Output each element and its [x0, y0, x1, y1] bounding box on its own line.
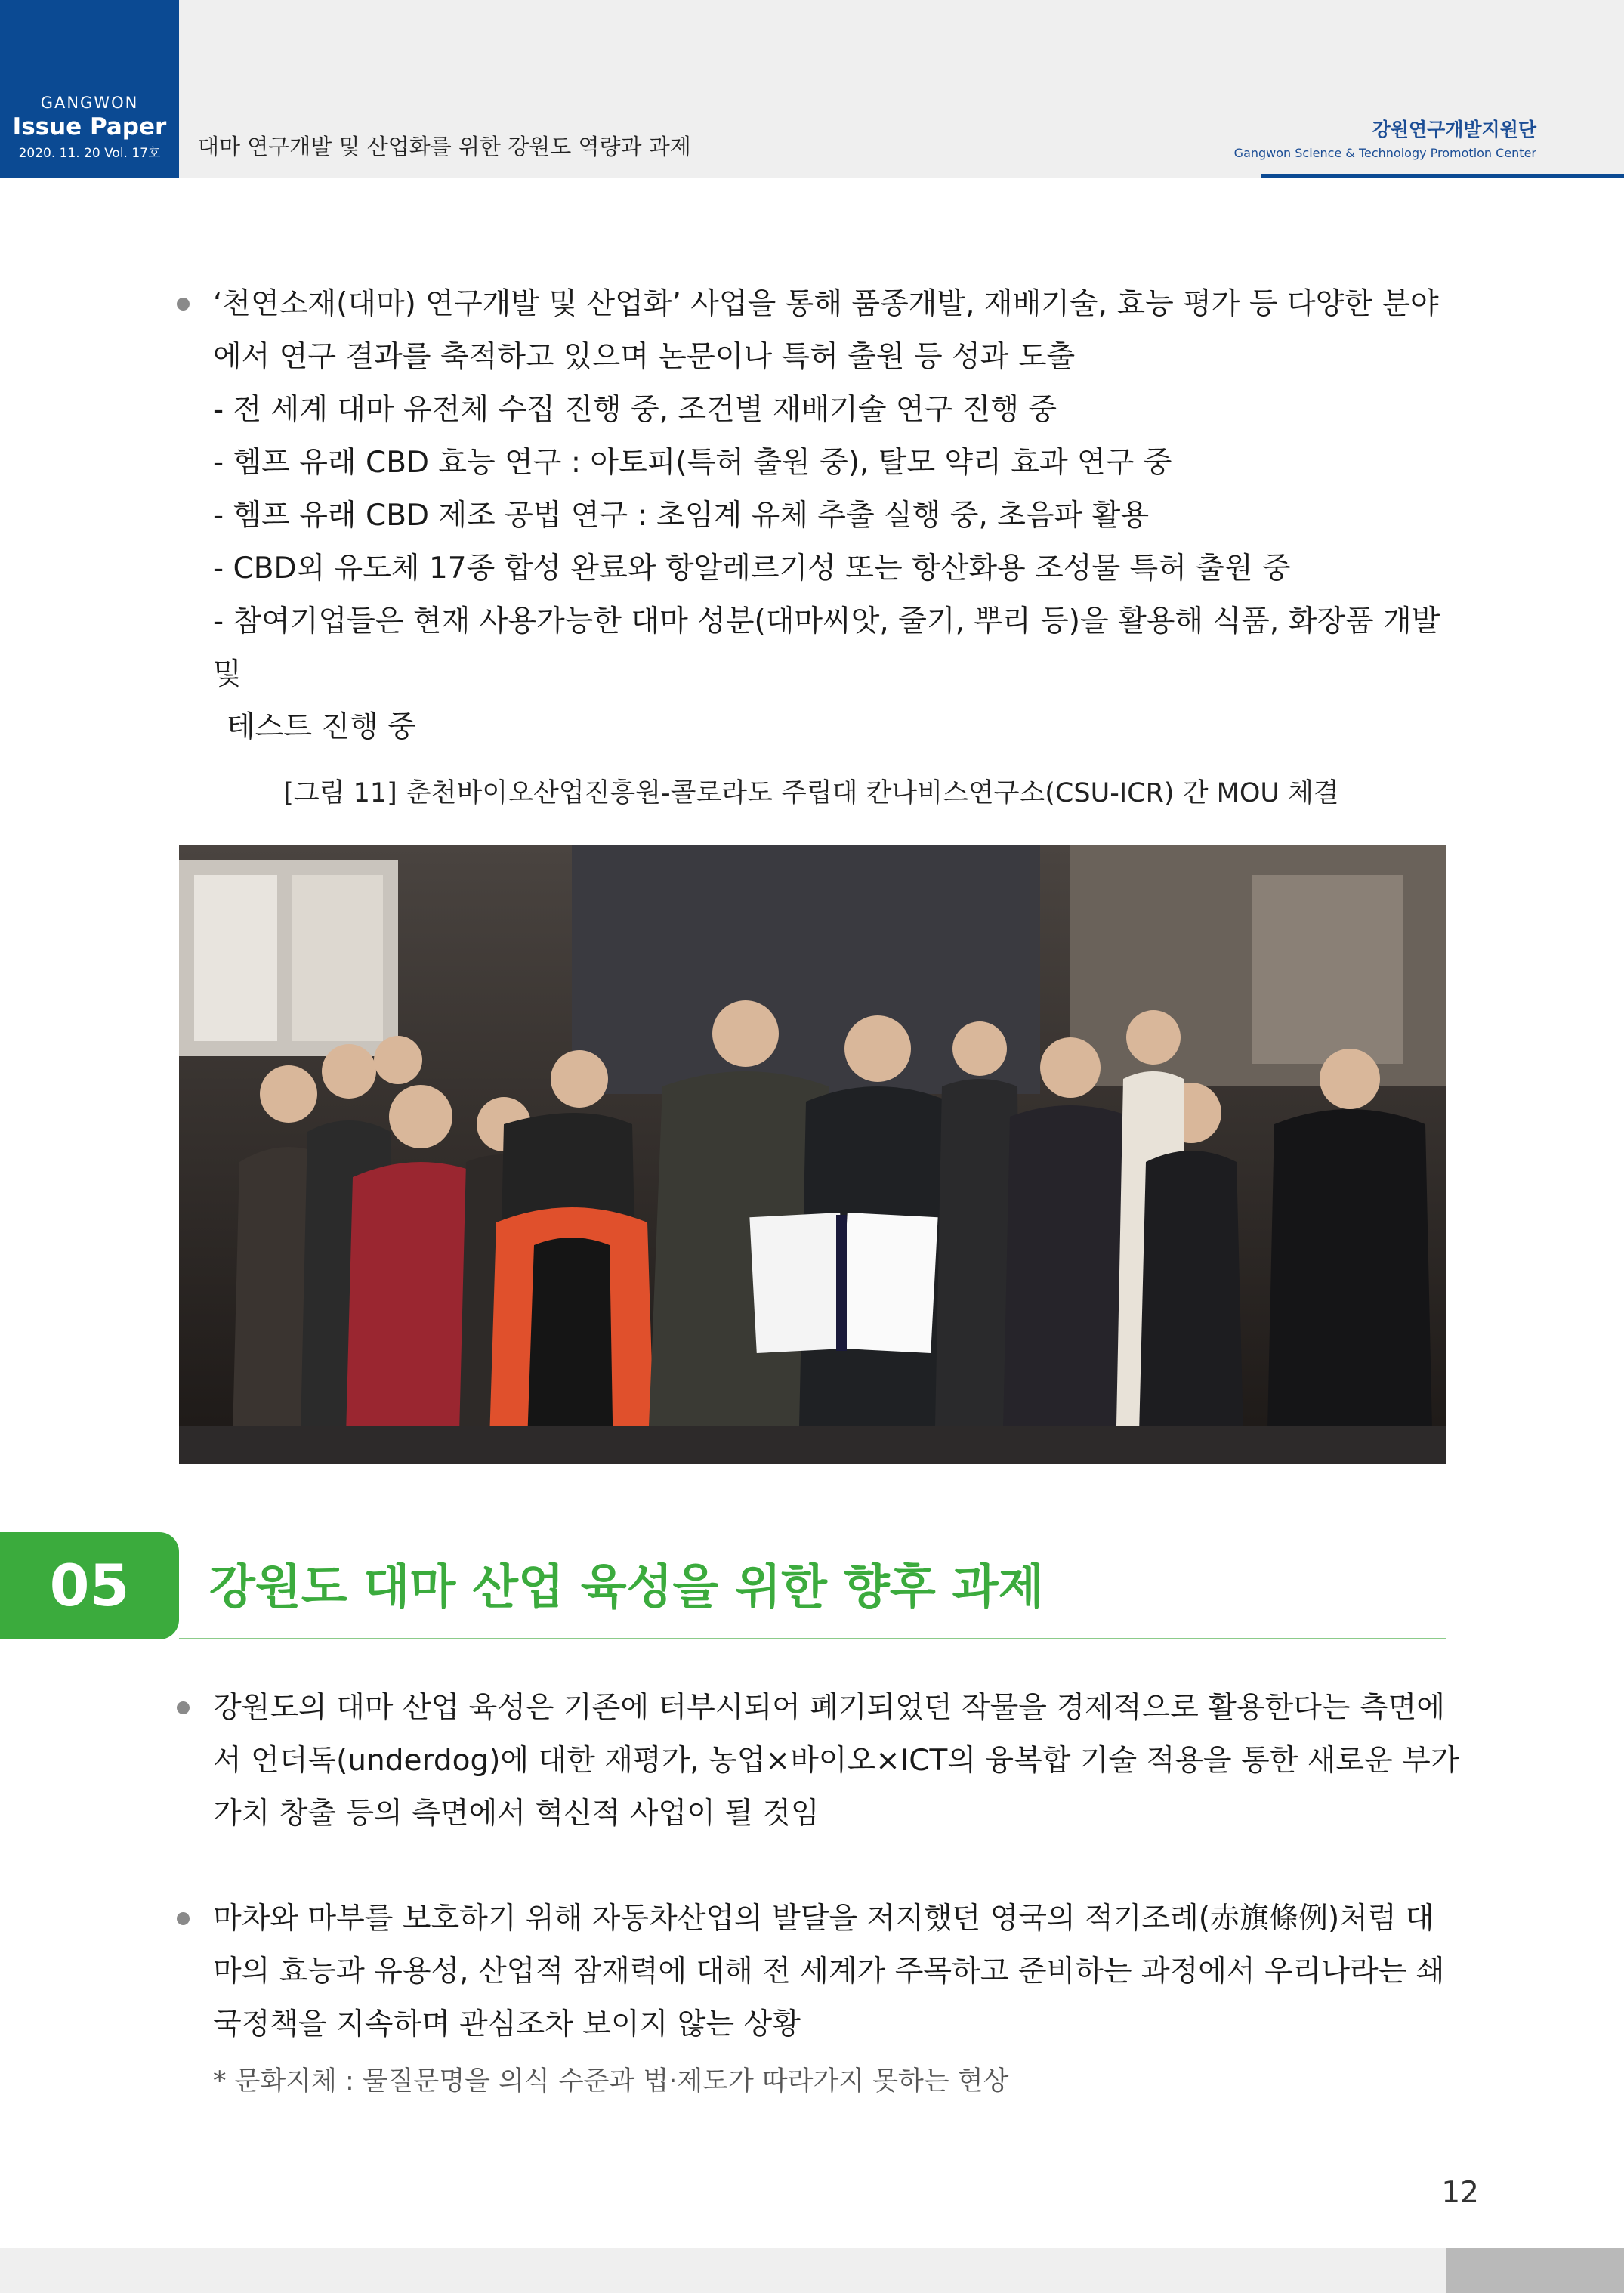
list-item: - 참여기업들은 현재 사용가능한 대마 성분(대마씨앗, 줄기, 뿌리 등)을 활용해 식품, 화장품 개발 및: [213, 604, 1440, 691]
bullet-text: ‘천연소재(대마) 연구개발 및 산업화’ 사업을 통해 품종개발, 재배기술, 효능 평가 등 다양한 분야에서 연구 결과를 축적하고 있으며 논문이나 특허 출원 등 성과 도출: [213, 287, 1439, 374]
list-item: - 헴프 유래 CBD 효능 연구 : 아토피(특허 출원 중), 탈모 약리 효과 연구 중: [213, 446, 1172, 480]
list-item: - 전 세계 대마 유전체 수집 진행 중, 조건별 재배기술 연구 진행 중: [213, 393, 1057, 427]
bullet-dot-icon: [177, 1912, 190, 1925]
bullet-industry-innovation: [177, 1682, 1461, 1840]
footer-accent: [1446, 2248, 1624, 2293]
page-number: 12: [1441, 2176, 1479, 2210]
list-item: - 헴프 유래 CBD 제조 공법 연구 : 초임계 유체 추출 실행 중, 초음파 활용: [213, 499, 1150, 533]
section-divider: [179, 1638, 1446, 1639]
organization-english: Gangwon Science & Technology Promotion Center: [1233, 146, 1536, 160]
bullet-text: 마차와 마부를 보호하기 위해 자동차산업의 발달을 저지했던 영국의 적기조례(赤旗條例)처럼 대마의 효능과 유용성, 산업적 잠재력에 대해 전 세계가 주목하고 준비하는 과정에서 우리나라는 쇄국정책을 지속하며 관심조차 보이지 않는 상황: [213, 1902, 1445, 2041]
brand-region: GANGWON: [40, 94, 139, 112]
list-item: - CBD외 유도체 17종 합성 완료와 항알레르기성 또는 항산화용 조성물 특허 출원 중: [213, 552, 1291, 586]
footer-strip: [0, 2248, 1624, 2293]
bullet-dot-icon: [177, 1701, 190, 1714]
figure-caption: [그림 11] 춘천바이오산업진흥원-콜로라도 주립대 칸나비스연구소(CSU-ICR) 간 MOU 체결: [283, 778, 1339, 808]
organization-korean: 강원연구개발지원단: [1372, 119, 1536, 141]
brand-date: 2020. 11. 20 Vol. 17호: [18, 146, 161, 161]
page-header: [0, 0, 1624, 178]
bullet-text: 강원도의 대마 산업 육성은 기존에 터부시되어 폐기되었던 작물을 경제적으로 활용한다는 측면에서 언더독(underdog)에 대한 재평가, 농업×바이오×ICT의 융복합 기술 적용을 통한 새로운 부가가치 창출 등의 측면에서 혁신적 사업이 될 것임: [213, 1691, 1459, 1831]
header-accent-line: [1261, 174, 1624, 178]
bullet-policy-status: [177, 1893, 1461, 2051]
mou-group-photo: [179, 845, 1446, 1464]
bullet-research-results: [177, 278, 1461, 754]
bullet-dot-icon: [177, 298, 190, 311]
section-number: 05: [0, 1532, 179, 1639]
list-item-continuation: 테스트 진행 중: [227, 710, 416, 744]
document-title: 대마 연구개발 및 산업화를 위한 강원도 역량과 과제: [198, 134, 691, 159]
section-title: 강원도 대마 산업 육성을 위한 향후 과제: [209, 1559, 1045, 1615]
footnote: * 문화지체 : 물질문명을 의식 수준과 법·제도가 따라가지 못하는 현상: [213, 2066, 1009, 2097]
group-photo-illustration: [179, 845, 1446, 1464]
brand-title: Issue Paper: [12, 113, 167, 141]
issue-paper-brand: [0, 0, 179, 178]
